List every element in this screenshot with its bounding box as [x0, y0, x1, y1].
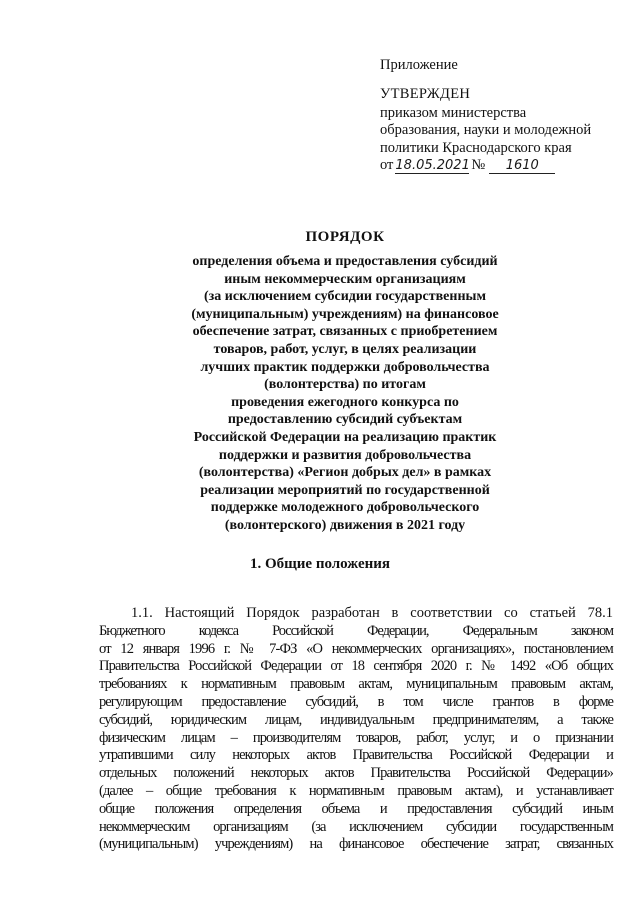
body-line: (муниципальным) учреждениям) на финансовое обеспечение затрат, связанных	[99, 836, 613, 853]
body-line: (далее – общие требования к нормативным правовым актам), и устанавливает	[99, 782, 613, 799]
body-line: 1.1. Настоящий Порядок разработан в соответствии со статьей 78.1	[131, 605, 613, 621]
body-line: регулирующим предоставление субсидий, в том числе грантов в форме	[99, 693, 613, 710]
title-line: реализации мероприятий по государственной	[200, 482, 490, 498]
body-line: требованиях к нормативным правовым актам, муниципальным правовым актам,	[99, 676, 613, 693]
document-title	[160, 229, 530, 535]
body-line: некоммерческим организациям (за исключением субсидии государственным	[99, 818, 613, 835]
body-line: физическим лицам – производителям товаров, работ, услуг, и о признании	[99, 729, 613, 746]
title-line: обеспечение затрат, связанных с приобретением	[192, 324, 498, 340]
title-line: (волонтерства) «Регион добрых дел» в рамках	[198, 465, 492, 481]
body-line: от 12 января 1996 г. № 7-ФЗ «О некоммерческих организациях», постановлением	[99, 640, 613, 657]
title-line: (за исключением субсидии государственным	[204, 289, 486, 305]
handwritten-date: 18.05.2021	[395, 158, 470, 173]
body-line: Бюджетного кодекса Российской Федерации, Федеральным законом	[99, 622, 613, 639]
title-line: Российской Федерации на реализацию практик	[193, 429, 497, 445]
title-line: лучших практик поддержки добровольчества	[200, 359, 490, 375]
handwritten-number: 1610	[489, 159, 555, 174]
title-line: товаров, работ, услуг, в целях реализации	[213, 341, 477, 357]
appendix-label: Приложение	[380, 57, 458, 73]
date-prefix: от	[380, 157, 394, 173]
approval-line-1: приказом министерства	[380, 104, 527, 121]
title-line: иным некоммерческим организациям	[224, 271, 466, 287]
title-line: проведения ежегодного конкурса по	[231, 394, 459, 410]
body-line: общие положения определения объема и предоставления субсидий иным	[99, 800, 613, 817]
body-line: отдельных положений некоторых актов Правительства Российской Федерации»	[99, 765, 613, 782]
title-main: ПОРЯДОК	[305, 229, 385, 245]
title-line: предоставлению субсидий субъектам	[227, 412, 463, 428]
body-line: утратившими силу некоторых актов Правительства Российской Федерации и	[99, 747, 613, 764]
body-line: субсидий, юридическим лицам, индивидуальным предпринимателям, а также	[99, 711, 613, 728]
title-line: поддержке молодежного добровольческого	[210, 500, 480, 516]
body-paragraph	[99, 605, 613, 854]
approval-line-3: политики Краснодарского края	[380, 139, 572, 156]
section-heading: 1. Общие положения	[249, 556, 391, 572]
title-line: (волонтерского) движения в 2021 году	[224, 517, 466, 533]
date-number-line	[380, 157, 591, 175]
approval-line-2: образования, науки и молодежной	[380, 122, 592, 138]
title-line: (волонтерства) по итогам	[264, 377, 426, 393]
body-line: Правительства Российской Федерации от 18 сентября 2020 г. № 1492 «Об общих	[99, 658, 613, 675]
title-line: определения объема и предоставления субсидий	[192, 254, 498, 269]
title-line: (муниципальным) учреждениям) на финансовое	[191, 306, 499, 322]
approval-block	[380, 86, 591, 175]
title-line: поддержки и развития добровольчества	[218, 447, 472, 463]
number-prefix: №	[471, 157, 486, 173]
approved-heading: УТВЕРЖДЕН	[380, 86, 471, 102]
